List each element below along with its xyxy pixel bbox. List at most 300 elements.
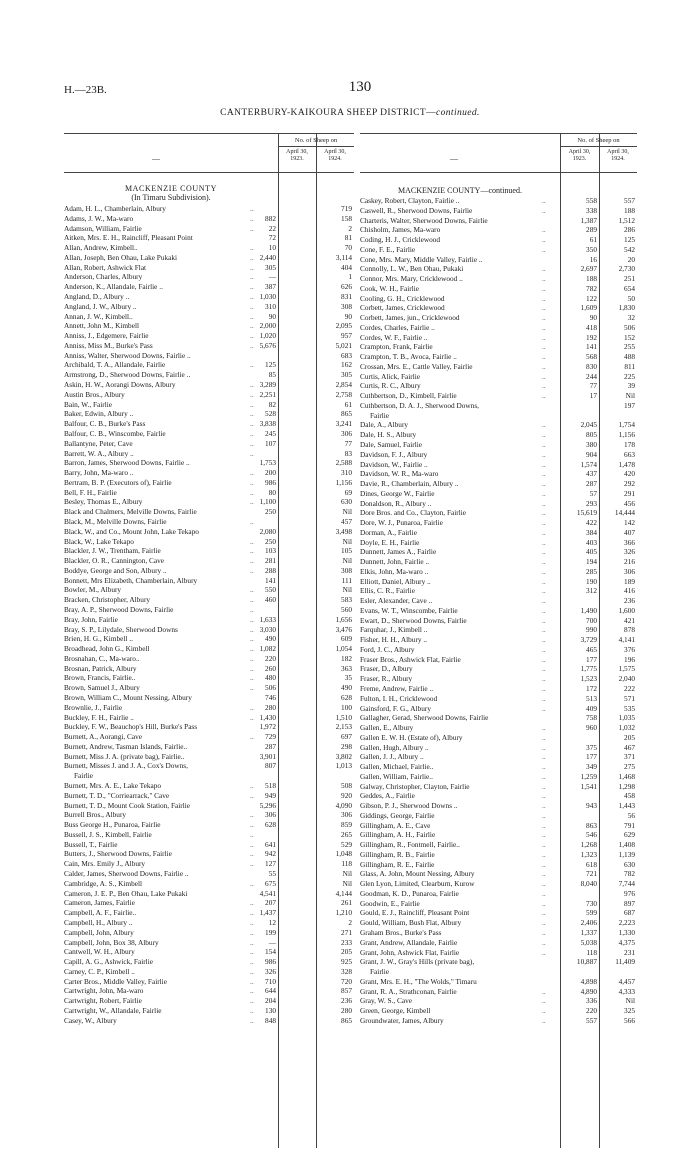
leader-dots: ..: [542, 810, 546, 820]
leader-dots: ..: [250, 409, 254, 419]
sheep-1924-value: 188: [624, 205, 635, 215]
sheep-1924-value: 376: [624, 644, 635, 654]
holder-name: Cambridge, A. S., Kimbell: [64, 878, 143, 888]
leader-dots: ..: [250, 497, 254, 507]
sheep-1923-value: —: [268, 272, 276, 282]
table-row: [360, 782, 635, 791]
sheep-1924-value: 458: [624, 791, 635, 801]
sheep-1924-value: 100: [341, 702, 352, 712]
sheep-1924-value: 859: [341, 820, 352, 830]
leader-dots: ..: [542, 440, 546, 449]
table-row: [360, 801, 635, 810]
table-row: [64, 996, 352, 1005]
leader-dots: ..: [542, 596, 546, 606]
table-row: [64, 214, 352, 223]
holder-name: Ellis, C. R., Fairlie: [360, 586, 415, 596]
sheep-1924-value: 535: [624, 703, 635, 713]
table-row: [360, 499, 635, 508]
leader-dots: ..: [250, 957, 254, 967]
leader-dots: ..: [250, 292, 254, 302]
sheep-1924-value: 2,095: [335, 321, 352, 331]
sheep-1924-value: 2,588: [335, 458, 352, 468]
sheep-1924-value: 2: [348, 917, 352, 927]
sheep-1923-value: 513: [586, 693, 597, 703]
sheep-1924-value: 125: [624, 235, 635, 245]
holder-name: Farquhar, J., Kimbell ..: [360, 625, 428, 635]
table-row: [360, 577, 635, 586]
sheep-1924-value: 178: [624, 440, 635, 449]
sheep-1923-value: 10: [268, 243, 276, 253]
table-row: [64, 918, 352, 927]
sheep-1923-value: 338: [586, 205, 597, 215]
table-row: [360, 450, 635, 459]
table-row: [64, 947, 352, 956]
table-row: [64, 879, 352, 888]
table-row: [64, 312, 352, 321]
leader-dots: ..: [542, 908, 546, 918]
leader-dots: ..: [542, 664, 546, 674]
table-row: [64, 908, 352, 917]
table-row: [64, 810, 352, 819]
sheep-1924-value: 196: [624, 654, 635, 664]
sheep-1923-value: 3,030: [259, 624, 276, 634]
leader-dots: ..: [542, 498, 546, 508]
sheep-1923-value: 326: [265, 966, 276, 976]
table-row: [360, 967, 635, 976]
sheep-1923-value: 250: [265, 536, 276, 546]
holder-name: Gibson, P. J., Sherwood Downs ..: [360, 801, 458, 811]
holder-name: Gillingham, R. B., Fairlie: [360, 849, 435, 859]
holder-name: Elkis, John, Ma-waro ..: [360, 566, 429, 576]
sheep-1924-value: 308: [341, 565, 352, 575]
holder-name: Carney, C. P., Kimbell ..: [64, 966, 135, 976]
sheep-1923-value: 312: [586, 586, 597, 596]
sheep-1923-value: 418: [586, 322, 597, 332]
sheep-1923-value: 125: [265, 360, 276, 370]
table-row: [64, 840, 352, 849]
table-row: [360, 879, 635, 888]
sheep-1923-value: 943: [586, 801, 597, 811]
leader-dots: ..: [250, 781, 254, 791]
sheep-1924-value: 2,854: [335, 380, 352, 390]
leader-dots: ..: [542, 820, 546, 830]
sheep-1924-value: 506: [624, 322, 635, 332]
table-row: [64, 664, 352, 673]
sheep-1923-value: 244: [586, 371, 597, 381]
sheep-1924-value: 371: [624, 752, 635, 762]
leader-dots: ..: [250, 243, 254, 253]
table-row: [64, 859, 352, 868]
sheep-1923-value: 289: [586, 225, 597, 235]
table-row: [360, 508, 635, 517]
name-column-header: —: [152, 154, 160, 163]
holder-name: Cantwell, W. H., Albury: [64, 947, 135, 957]
holder-name: Crampton, T. B., Avoca, Fairlie ..: [360, 352, 457, 362]
holder-name: Annan, J. W., Kimbell..: [64, 311, 133, 321]
table-row: [360, 733, 635, 742]
sheep-1924-value: 925: [341, 957, 352, 967]
leader-dots: ..: [250, 712, 254, 722]
holder-name: Annett, John M., Kimbell: [64, 321, 139, 331]
table-row: [360, 391, 635, 400]
holder-name: Goodman, K. D., Punaroa, Fairlie: [360, 888, 459, 898]
table-row: [64, 752, 352, 761]
holder-name: Calder, James, Sherwood Downs, Fairlie ..: [64, 869, 189, 879]
sheep-1924-value: 255: [624, 342, 635, 352]
holder-name: Gillingham, A. H., Fairlie: [360, 830, 436, 840]
holder-name: Cartwright, W., Allandale, Fairlie: [64, 1005, 162, 1015]
table-row: [64, 585, 352, 594]
section-title: MACKENZIE COUNTY—continued.: [398, 186, 522, 195]
sheep-1923-value: 1,337: [580, 928, 597, 937]
leader-dots: ..: [542, 937, 546, 947]
holder-name: Curtis, R. C., Albury: [360, 381, 421, 391]
sheep-1924-value: 1,830: [618, 303, 635, 313]
sheep-1923-value: 1,490: [580, 605, 597, 615]
table-row: [64, 849, 352, 858]
sheep-1924-value: 831: [341, 292, 352, 302]
leader-dots: ..: [250, 428, 254, 438]
sheep-1924-value: 1,510: [335, 712, 352, 722]
sheep-1924-value: 14,444: [614, 508, 635, 518]
sheep-1923-value: 107: [265, 438, 276, 448]
leader-dots: ..: [542, 225, 546, 235]
leader-dots: ..: [542, 801, 546, 811]
leader-dots: ..: [542, 762, 546, 772]
sheep-1924-value: 105: [341, 546, 352, 556]
leader-dots: ..: [542, 791, 546, 801]
sheep-1924-value: 404: [341, 262, 352, 272]
table-row: [360, 762, 635, 771]
sheep-1923-value: 2,000: [259, 321, 276, 331]
leader-dots: ..: [542, 849, 546, 859]
sheep-1924-value: 2,758: [335, 389, 352, 399]
holder-name: Gallen, William, Fairlie..: [360, 771, 433, 781]
sheep-1924-value: 216: [624, 557, 635, 567]
holder-name: Campbell, H., Albury ..: [64, 917, 133, 927]
table-row: [64, 282, 352, 291]
leader-dots: ..: [250, 331, 254, 341]
left-table-header: [64, 134, 354, 173]
holder-name: Curtis, Alick, Fairlie: [360, 371, 420, 381]
holder-name: Blackler, O. R., Cannington, Cave: [64, 556, 165, 566]
table-row: [64, 938, 352, 947]
holder-name: Dunnett, James A., Fairlie: [360, 547, 437, 557]
col-1923-header: [278, 149, 316, 163]
table-row: [64, 644, 352, 653]
sheep-1924-value: 1,048: [335, 849, 352, 859]
table-row: [360, 899, 635, 908]
sheep-1923-value: 2,080: [259, 526, 276, 536]
table-row: [360, 625, 635, 634]
leader-dots: ..: [250, 947, 254, 957]
sheep-1923-value: 293: [586, 498, 597, 508]
leader-dots: ..: [250, 604, 254, 614]
leader-dots: ..: [542, 469, 546, 479]
sheep-1924-value: 583: [341, 595, 352, 605]
leader-dots: ..: [542, 322, 546, 332]
leader-dots: ..: [250, 389, 254, 399]
leader-dots: ..: [250, 477, 254, 487]
sheep-1923-value: 281: [265, 556, 276, 566]
table-row: [360, 381, 635, 390]
holder-name: Groundwater, James, Albury: [360, 1015, 444, 1025]
sheep-1924-value: 1,468: [618, 771, 635, 781]
sheep-1924-value: Nil: [342, 507, 352, 517]
leader-dots: ..: [542, 586, 546, 596]
holder-name: Cordes, Charles, Fairlie ..: [360, 322, 435, 332]
sheep-1923-value: 194: [586, 557, 597, 567]
leader-dots: ..: [250, 732, 254, 742]
holder-name: Brown, Francis, Fairlie..: [64, 673, 136, 683]
leader-dots: ..: [542, 625, 546, 635]
sheep-1924-value: 261: [341, 898, 352, 908]
table-row: [360, 664, 635, 673]
leader-dots: ..: [250, 468, 254, 478]
leader-dots: ..: [250, 546, 254, 556]
holder-name: Burnett, T. D., "Corriearrack," Cave: [64, 790, 170, 800]
sheep-1923-value: 16: [589, 254, 597, 264]
sheep-1924-value: 628: [341, 693, 352, 702]
table-row: [64, 673, 352, 682]
holder-name: Ewart, D., Sherwood Downs, Fairlie: [360, 615, 467, 625]
sheep-1923-value: 1,020: [259, 331, 276, 341]
table-row: [360, 479, 635, 488]
table-row: [360, 791, 635, 800]
table-row: [360, 518, 635, 527]
holder-name: Cuthbertson, D. A. J., Sherwood Downs,: [360, 400, 479, 410]
sheep-1923-value: 960: [586, 723, 597, 733]
holder-name: Cuthbertson, D., Kimbell, Fairlie: [360, 391, 457, 401]
table-row: [360, 264, 635, 273]
sheep-1923-value: 12: [268, 917, 276, 927]
holder-name: Dale, H. S., Albury: [360, 430, 417, 440]
sheep-1923-value: 2,406: [580, 918, 597, 928]
left-table: [64, 133, 354, 1145]
table-row: [64, 253, 352, 262]
leader-dots: ..: [542, 703, 546, 713]
table-row: [64, 761, 352, 770]
holder-name: Cameron, J. E. P., Ben Ohau, Lake Pukaki: [64, 888, 188, 898]
sheep-1923-value: 177: [586, 654, 597, 664]
leader-dots: ..: [542, 615, 546, 625]
leader-dots: ..: [250, 810, 254, 820]
leader-dots: ..: [542, 479, 546, 489]
sheep-1924-value: 416: [624, 586, 635, 596]
sheep-1924-value: 4,144: [335, 888, 352, 898]
holder-name: Gallagher, Gerad, Sherwood Downs, Fairlie: [360, 713, 489, 723]
sheep-1924-value: 720: [341, 976, 352, 986]
table-row: [360, 869, 635, 878]
holder-name: Corbett, James, Cricklewood: [360, 303, 445, 313]
leader-dots: ..: [250, 556, 254, 566]
holder-name: Buss George H., Punaroa, Fairlie: [64, 820, 161, 830]
holder-name: Bracken, Christopher, Albury: [64, 595, 151, 605]
table-row: [64, 517, 352, 526]
sheep-1924-value: 654: [624, 283, 635, 293]
holder-name: Corbett, James, jun., Cricklewood: [360, 313, 460, 323]
name-column-header: —: [450, 154, 458, 163]
sheep-1924-value: 233: [341, 937, 352, 947]
holder-name: Archibald, T. A., Allandale, Fairlie: [64, 360, 166, 370]
leader-dots: ..: [542, 859, 546, 869]
table-row: [360, 489, 635, 498]
leader-dots: ..: [250, 898, 254, 908]
table-row: [360, 225, 635, 234]
leader-dots: ..: [542, 752, 546, 762]
sheep-1923-value: 384: [586, 527, 597, 537]
sheep-1924-value: 2,153: [335, 722, 352, 732]
sheep-1924-value: 421: [624, 615, 635, 625]
holder-name: Cone, F. E., Fairlie: [360, 244, 416, 254]
leader-dots: ..: [250, 653, 254, 663]
sheep-1924-value: 542: [624, 244, 635, 254]
holder-name: Allan, Andrew, Kimbell..: [64, 243, 138, 253]
holder-name: Gillingham, R., Fontmell, Fairlie..: [360, 840, 460, 850]
holder-name: Gillingham, R. E., Fairlie: [360, 859, 435, 869]
sheep-1924-value: 363: [341, 663, 352, 673]
sheep-1923-value: 118: [586, 947, 597, 957]
sheep-1923-value: 1,609: [580, 303, 597, 313]
leader-dots: ..: [250, 595, 254, 605]
sheep-1924-value: 236: [341, 996, 352, 1006]
sheep-1924-value: 957: [341, 331, 352, 341]
table-row: [64, 321, 352, 330]
table-row: [360, 821, 635, 830]
leader-dots: ..: [542, 449, 546, 459]
leader-dots: ..: [542, 898, 546, 908]
table-row: [64, 458, 352, 467]
leader-dots: ..: [250, 262, 254, 272]
holder-name: Crossan, Mrs. E., Cattle Valley, Fairlie: [360, 361, 473, 371]
table-row: [64, 654, 352, 663]
table-row: [360, 752, 635, 761]
holder-name: Gallen, Michael, Fairlie..: [360, 762, 434, 772]
section-title: MACKENZIE COUNTY: [124, 184, 218, 193]
leader-dots: ..: [542, 644, 546, 654]
holder-name: Bell, F. H., Fairlie: [64, 487, 117, 497]
leader-dots: ..: [542, 283, 546, 293]
table-row: [360, 352, 635, 361]
holder-name: Freme, Andrew, Fairlie ..: [360, 684, 434, 693]
leader-dots: ..: [542, 371, 546, 381]
leader-dots: ..: [250, 516, 254, 526]
table-row: [360, 850, 635, 859]
sheep-1924-value: 420: [624, 469, 635, 479]
table-row: [64, 507, 352, 516]
leader-dots: ..: [250, 839, 254, 849]
col-1924-line2: 1924.: [328, 156, 342, 162]
holder-name: Burnett, A., Aorangi, Cave: [64, 732, 143, 742]
leader-dots: ..: [250, 937, 254, 947]
leader-dots: ..: [542, 869, 546, 879]
sheep-1924-value: 1,754: [618, 420, 635, 430]
leader-dots: ..: [250, 673, 254, 683]
holder-name: Anniss, Miss M., Burke's Pass: [64, 340, 153, 350]
sheep-1923-value: 405: [586, 547, 597, 557]
table-row: [64, 390, 352, 399]
table-row: [360, 948, 635, 957]
holder-name: Grant, John, Ashwick Flat, Fairlie: [360, 947, 460, 957]
table-row: [360, 996, 635, 1005]
sheep-1923-value: 260: [265, 663, 276, 673]
sheep-1924-value: 5,021: [335, 340, 352, 350]
leader-dots: ..: [542, 684, 546, 693]
holder-name: Adamson, William, Fairlie: [64, 223, 142, 233]
sheep-1924-value: 308: [341, 301, 352, 311]
leader-dots: ..: [542, 303, 546, 313]
table-row: [64, 615, 352, 624]
table-row: [360, 860, 635, 869]
leader-dots: ..: [250, 683, 254, 693]
table-row: [360, 596, 635, 605]
sheep-1924-value: 878: [624, 625, 635, 635]
holder-name: Gallen, Hugh, Albury ..: [360, 742, 429, 752]
holder-name: Cain, Mrs. Emily J., Albury: [64, 859, 146, 869]
sheep-1924-value: 189: [624, 576, 635, 586]
table-row: [360, 704, 635, 713]
leader-dots: ..: [250, 644, 254, 654]
leader-dots: ..: [542, 1006, 546, 1016]
leader-dots: ..: [250, 380, 254, 390]
holder-name: Adam, H. L., Chamberlain, Albury: [64, 204, 166, 213]
leader-dots: ..: [250, 585, 254, 595]
leader-dots: ..: [542, 537, 546, 547]
leader-dots: ..: [250, 282, 254, 292]
leader-dots: ..: [250, 790, 254, 800]
table-row: [360, 938, 635, 947]
sheep-1924-value: 557: [624, 196, 635, 205]
table-row: [360, 772, 635, 781]
sheep-1923-value: 904: [586, 449, 597, 459]
sheep-1923-value: 1,633: [259, 614, 276, 624]
table-row: [64, 497, 352, 506]
sheep-1924-value: 1,156: [335, 477, 352, 487]
holder-name: Austin Bros., Albury: [64, 389, 125, 399]
holder-name: Fisher, H. H., Albury ..: [360, 635, 428, 645]
sheep-1923-value: 380: [586, 440, 597, 449]
sheep-1924-value: 265: [341, 829, 352, 839]
holder-name: Fulton, I. H., Cricklewood: [360, 693, 438, 703]
sheep-1923-value: 4,898: [580, 976, 597, 986]
holder-name: Bray, A. P., Sherwood Downs, Fairlie: [64, 604, 174, 614]
table-row: [64, 898, 352, 907]
table-row: [64, 341, 352, 350]
holder-name: Bowler, M., Albury: [64, 585, 122, 595]
leader-dots: ..: [542, 235, 546, 245]
table-row: [64, 791, 352, 800]
leader-dots: ..: [542, 244, 546, 254]
sheep-1924-value: Nil: [342, 556, 352, 566]
holder-name: Green, George, Kimbell: [360, 1006, 431, 1016]
holder-name: Davidson, W. R., Ma-waro: [360, 469, 439, 479]
page-number: 130: [348, 79, 372, 95]
holder-name: Dorman, A., Fairlie: [360, 527, 417, 537]
sheep-1923-value: 192: [586, 332, 597, 342]
sheep-1923-value: 700: [586, 615, 597, 625]
holder-name: Burnett, Andrew, Tasman Islands, Fairlie..: [64, 741, 188, 751]
col-1923-line1: April 30,: [568, 149, 591, 155]
table-row: [360, 918, 635, 927]
table-row: [64, 771, 352, 780]
sheep-1923-value: 422: [586, 518, 597, 528]
holder-name: Bain, W., Fairlie: [64, 399, 113, 409]
sheep-1923-value: 141: [586, 342, 597, 352]
holder-name: Ballantyne, Peter, Cave: [64, 438, 133, 448]
sheep-1923-value: 220: [586, 1006, 597, 1016]
sheep-1924-value: 1,139: [618, 849, 635, 859]
holder-name: Dore, W. J., Punaroa, Fairlie: [360, 518, 443, 528]
